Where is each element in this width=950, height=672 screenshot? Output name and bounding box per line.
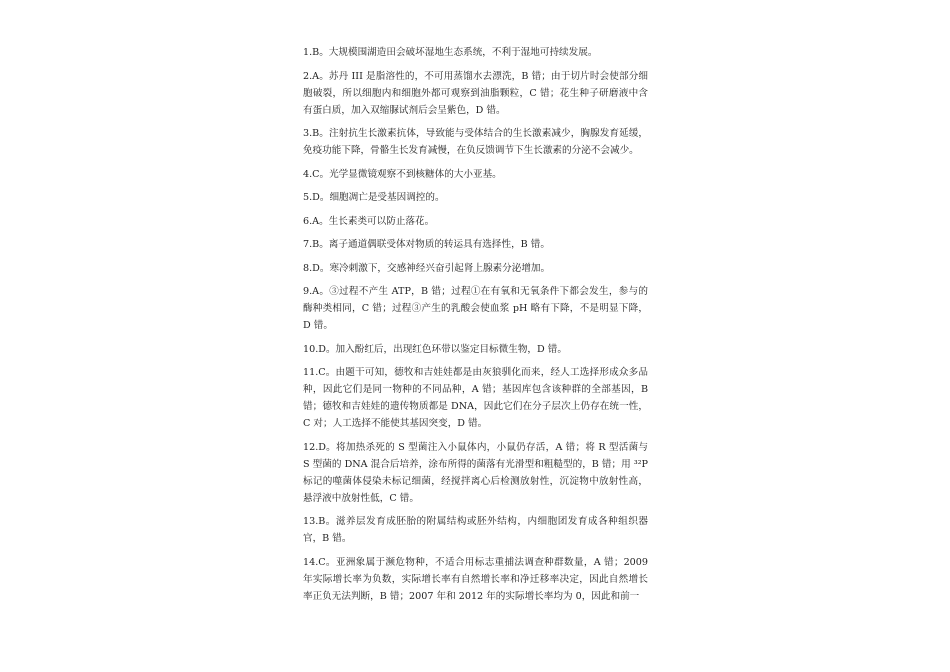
answer-item: 12.D。将加热杀死的 S 型菌注入小鼠体内，小鼠仍存活，A 错；将 R 型活菌与 S 型菌的 DNA 混合后培养，涂布所得的菌落有光滑型和粗糙型的，B 错；用 ³²P 标记的噬菌体侵染未标记细菌，经搅拌离心后检测放射性，沉淀物中放射性高，悬浮液中放射性低，C 错。 bbox=[303, 441, 648, 504]
answer-item: 4.C。光学显微镜观察不到核糖体的大小亚基。 bbox=[303, 168, 502, 180]
answer-item: 14.C。亚洲象属于濒危物种，不适合用标志重捕法调查种群数量，A 错；2009 年实际增长率为负数，实际增长率有自然增长率和净迁移率决定，因此自然增长率正负无法判断，B 错；2007 年和 2012 年的实际增长率均为 0，因此和前一 bbox=[303, 556, 648, 602]
answer-item: 10.D。加入酚红后，出现红色环带以鉴定目标微生物，D 错。 bbox=[303, 343, 567, 355]
answer-item: 7.B。离子通道偶联受体对物质的转运具有选择性，B 错。 bbox=[303, 239, 550, 250]
answer-item: 13.B。滋养层发育成胚胎的附属结构或胚外结构，内细胞团发育成各种组织器官，B 错。 bbox=[303, 516, 648, 544]
answer-item: 9.A。③过程不产生 ATP，B 错；过程①在有氧和无氧条件下都会发生，参与的酶种类相同，C 错；过程③产生的乳酸会使血浆 pH 略有下降，不是明显下降，D 错。 bbox=[303, 286, 648, 331]
answer-item: 6.A。生长素类可以防止落花。 bbox=[303, 215, 435, 227]
answer-item: 2.A。苏丹 III 是脂溶性的，不可用蒸馏水去漂洗，B 错；由于切片时会使部分细胞破裂，所以细胞内和细胞外都可观察到油脂颗粒，C 错；花生种子研磨液中含有蛋白质，加入双缩脲试剂后会呈紫色，D 错。 bbox=[303, 70, 648, 116]
answer-item: 8.D。寒冷刺激下，交感神经兴奋引起肾上腺素分泌增加。 bbox=[303, 262, 551, 274]
answer-item: 5.D。细胞凋亡是受基因调控的。 bbox=[303, 192, 445, 203]
answer-item: 1.B。大规模围湖造田会破坏湿地生态系统，不利于湿地可持续发展。 bbox=[303, 47, 598, 58]
answer-item: 3.B。注射抗生长激素抗体，导致能与受体结合的生长激素减少，胸腺发育延缓，免疫功能下降，骨骼生长发育减慢，在负反馈调节下生长激素的分泌不会减少。 bbox=[303, 128, 648, 156]
answer-item: 11.C。由题干可知，德牧和吉娃娃都是由灰狼驯化而来，经人工选择形成众多品种，因此它们是同一物种的不同品种，A 错；基因库包含该种群的全部基因，B 错；德牧和吉娃娃的遗传物质都是 DNA，因此它们在分子层次上仍存在统一性，C 对；人工选择不能使其基因突变，D 错。 bbox=[303, 367, 648, 429]
answer-key-text bbox=[303, 44, 648, 605]
